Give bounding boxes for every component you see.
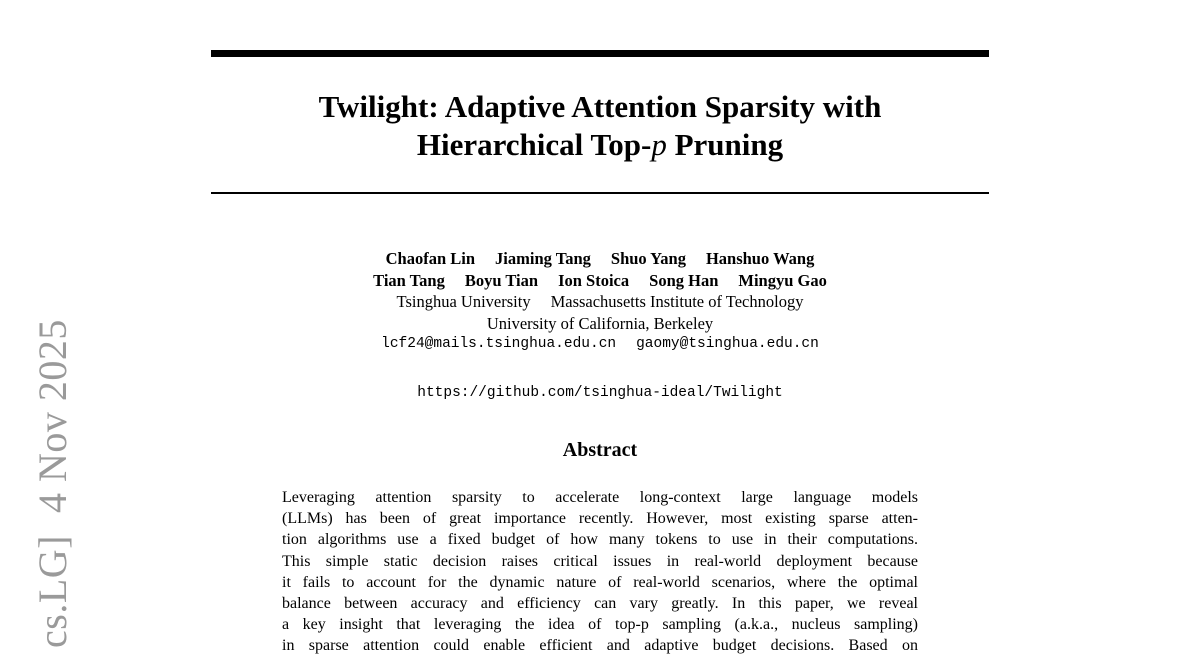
affiliation: Tsinghua University	[396, 292, 531, 311]
abstract-line: a key insight that leveraging the idea of top-p sampling (a.k.a., nucleus sampling)	[282, 616, 918, 634]
title-line-2-prefix: Hierarchical Top-	[416, 127, 652, 162]
title-math-p: p	[651, 127, 667, 162]
arxiv-date: 4 Nov 2025	[30, 319, 75, 514]
abstract-line: it fails to account for the dynamic nature of real-world scenarios, where the optimal	[282, 573, 918, 591]
author-row-2	[211, 270, 989, 292]
arxiv-identifier	[28, 319, 78, 648]
author-name: Mingyu Gao	[738, 270, 827, 290]
abstract-line: in sparse attention could enable efficient and adaptive budget decisions. Based on	[282, 637, 918, 655]
author-name: Boyu Tian	[464, 270, 539, 290]
author-name: Ion Stoica	[558, 270, 630, 290]
abstract-line: tion algorithms use a fixed budget of how many tokens to use in their computations.	[282, 531, 918, 549]
abstract-line: balance between accuracy and efficiency can vary greatly. In this paper, we reveal	[282, 595, 918, 613]
abstract-line: This simple static decision raises critical issues in real-world deployment because	[282, 552, 918, 570]
author-row-1	[211, 248, 989, 270]
author-name: Shuo Yang	[610, 249, 686, 268]
abstract-line: Leveraging attention sparsity to accelerate long-context large language models	[282, 489, 918, 506]
email-address[interactable]: gaomy@tsinghua.edu.cn	[636, 336, 819, 352]
title-line-2-suffix: Pruning	[666, 127, 784, 162]
email-row	[211, 334, 989, 356]
abstract-body	[282, 487, 918, 657]
author-block	[211, 248, 989, 356]
title-line-2	[211, 126, 989, 164]
author-name: Hanshuo Wang	[705, 249, 815, 268]
paper-title	[211, 88, 989, 164]
author-name: Jiaming Tang	[495, 249, 591, 268]
repository-link[interactable]: https://github.com/tsinghua-ideal/Twilight	[417, 385, 783, 401]
title-line-1: Twilight: Adaptive Attention Sparsity with	[318, 89, 882, 124]
title-bottom-rule	[211, 192, 989, 194]
author-name: Song Han	[649, 270, 719, 290]
abstract-heading: Abstract	[562, 439, 638, 461]
top-rule	[211, 50, 989, 57]
arxiv-category: cs.LG]	[30, 535, 75, 648]
email-address[interactable]: lcf24@mails.tsinghua.edu.cn	[381, 336, 617, 352]
author-name: Tian Tang	[373, 270, 445, 290]
affiliation-row-2: University of California, Berkeley	[486, 313, 714, 333]
abstract-line: (LLMs) has been of great importance recently. However, most existing sparse atten-	[282, 510, 918, 528]
author-name: Chaofan Lin	[385, 249, 476, 268]
affiliation-row-1	[211, 291, 989, 313]
affiliation: Massachusetts Institute of Technology	[550, 292, 804, 311]
